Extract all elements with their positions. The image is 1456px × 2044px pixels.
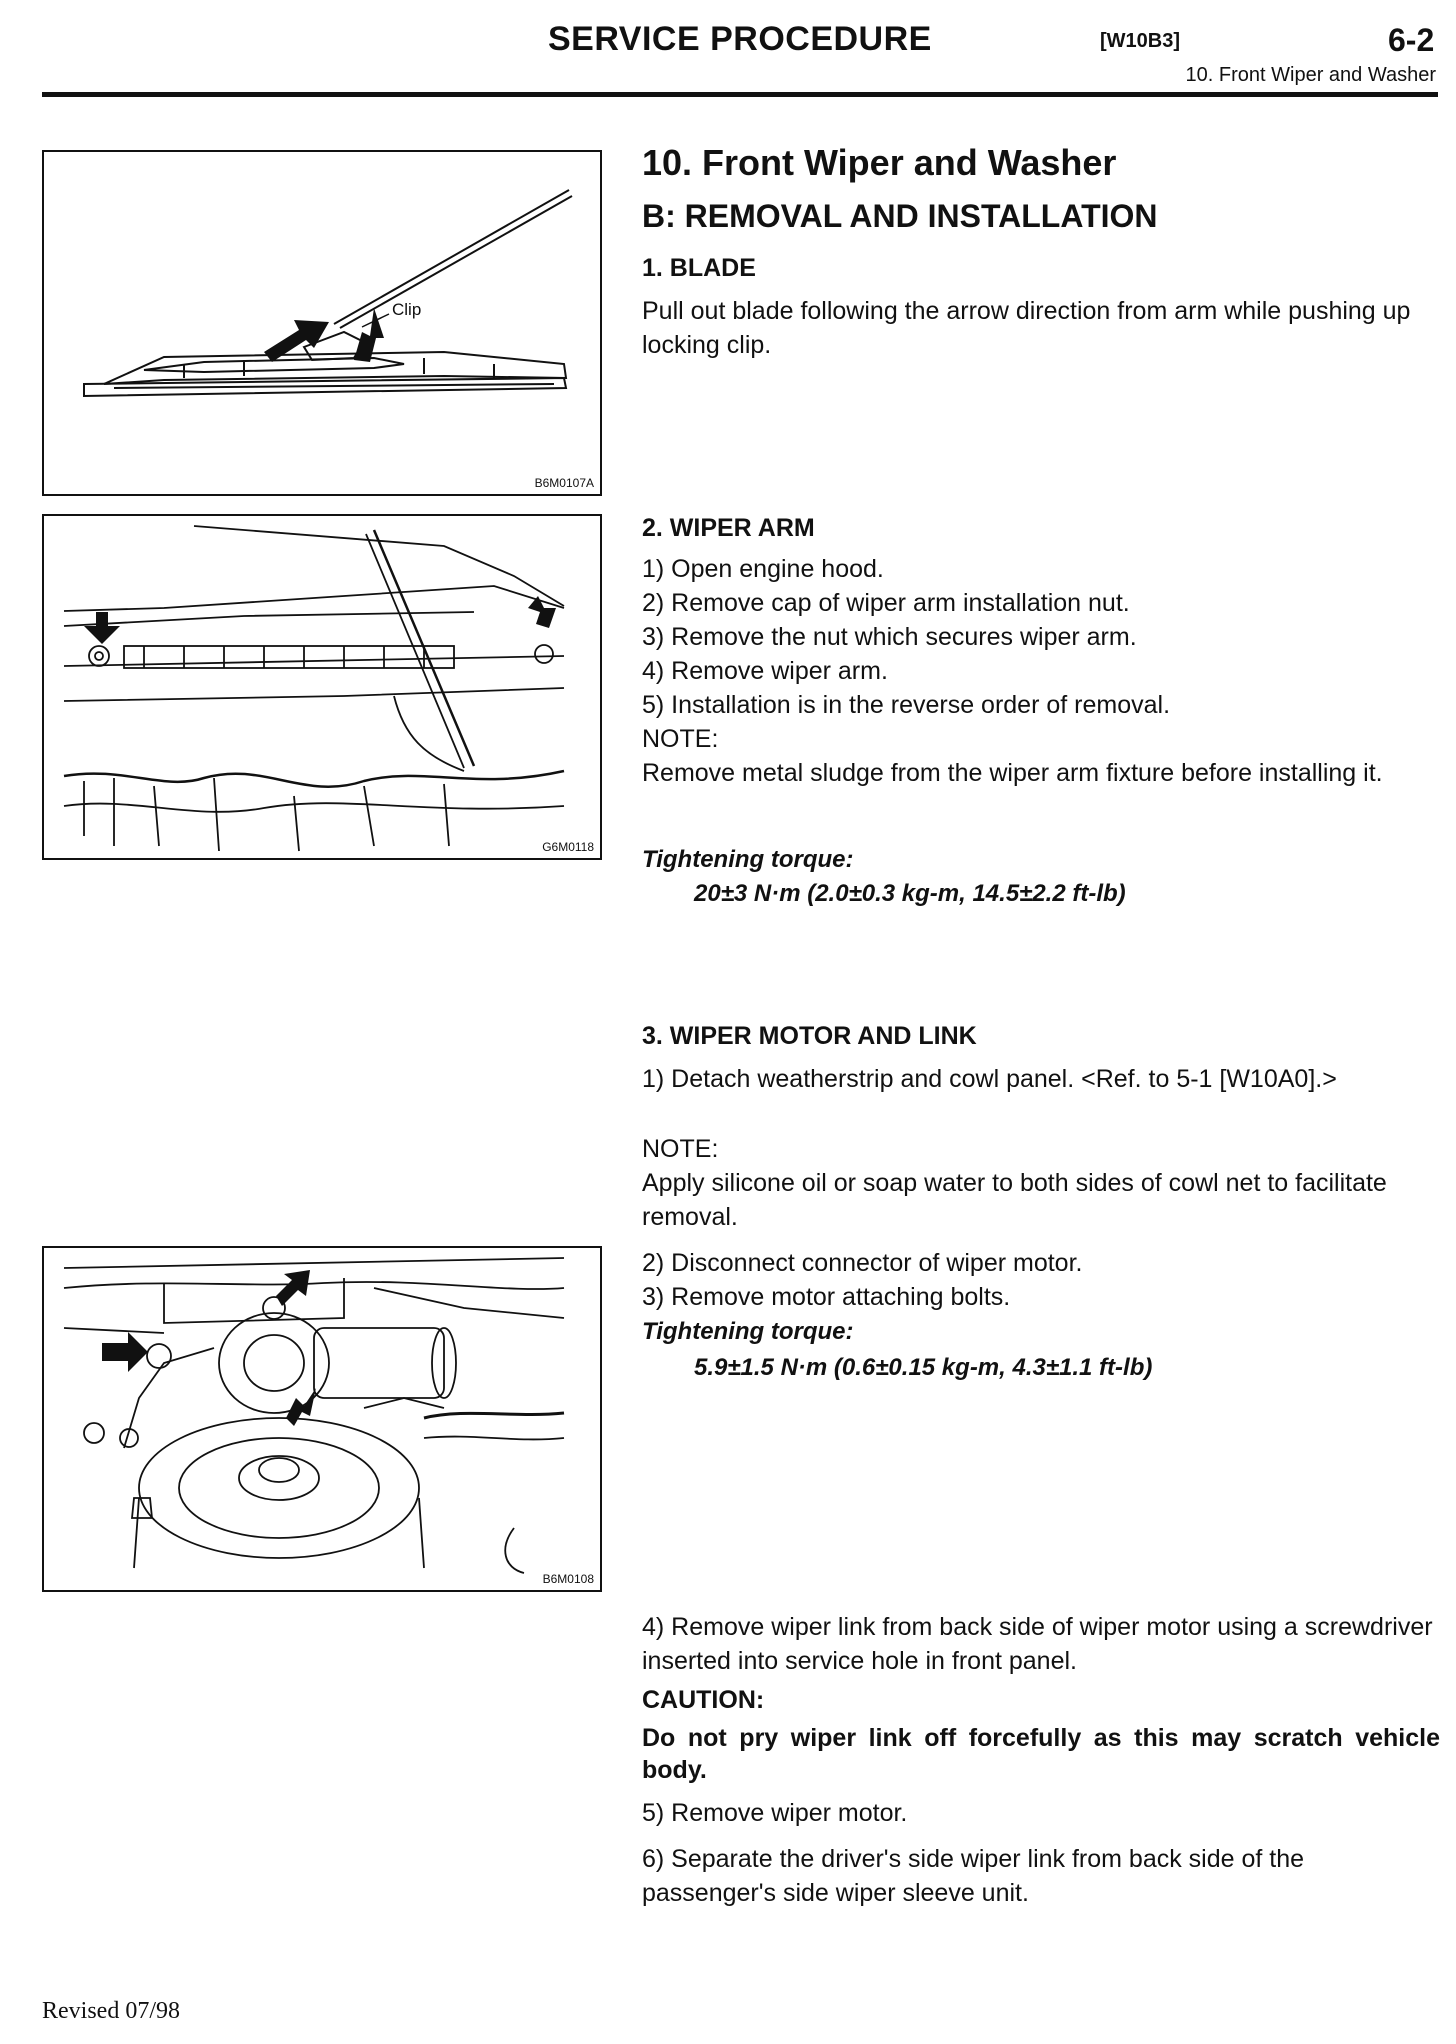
blade-text: Pull out blade following the arrow direction from arm while pushing up locking clip. xyxy=(642,297,1411,359)
wiper-arm-illustration xyxy=(44,516,600,858)
figure-wiper-arm xyxy=(42,514,602,860)
wiper-arm-step-5: 5) Installation is in the reverse order of removal. xyxy=(642,691,1171,719)
wiper-blade-illustration xyxy=(44,152,600,494)
wiper-arm-note: Remove metal sludge from the wiper arm fixture before installing it. xyxy=(642,759,1383,787)
motor-note: Apply silicone oil or soap water to both sides of cowl net to facilitate removal. xyxy=(642,1169,1387,1231)
header-rule xyxy=(42,92,1438,97)
page-header-title: SERVICE PROCEDURE xyxy=(548,20,932,58)
wiper-motor-illustration xyxy=(44,1248,600,1590)
wiper-arm-step-1: 1) Open engine hood. xyxy=(642,555,884,583)
figure-wiper-motor xyxy=(42,1246,602,1592)
clip-callout-label: Clip xyxy=(392,300,422,319)
wiper-arm-step-3: 3) Remove the nut which secures wiper arm. xyxy=(642,623,1137,651)
wiper-arm-torque-label: Tightening torque: xyxy=(642,846,854,873)
motor-step-3: 3) Remove motor attaching bolts. xyxy=(642,1283,1011,1311)
wiper-arm-step-4: 4) Remove wiper arm. xyxy=(642,657,888,685)
motor-step-1: 1) Detach weatherstrip and cowl panel. <Ref. to 5-1 [W10A0].> xyxy=(642,1065,1337,1093)
motor-step-5: 5) Remove wiper motor. xyxy=(642,1799,908,1827)
motor-note-label: NOTE: xyxy=(642,1135,719,1163)
wiper-arm-note-label: NOTE: xyxy=(642,725,719,753)
motor-torque-label: Tightening torque: xyxy=(642,1318,854,1345)
section-title: 10. Front Wiper and Washer xyxy=(642,142,1117,183)
header-page-number: 6-2 xyxy=(1388,22,1435,58)
wiper-arm-heading: 2. WIPER ARM xyxy=(642,514,815,542)
wiper-arm-torque-value: 20±3 N·m (2.0±0.3 kg-m, 14.5±2.2 ft-lb) xyxy=(694,880,1126,907)
figure-id: G6M0118 xyxy=(542,840,594,854)
figure-wiper-blade xyxy=(42,150,602,496)
motor-torque-value: 5.9±1.5 N·m (0.6±0.15 kg-m, 4.3±1.1 ft-lb) xyxy=(694,1354,1153,1381)
blade-heading: 1. BLADE xyxy=(642,254,756,282)
revision-footer: Revised 07/98 xyxy=(42,1998,180,2024)
caution-text: Do not pry wiper link off forcefully as this may scratch vehicle body. xyxy=(642,1724,1440,1784)
motor-step-4: 4) Remove wiper link from back side of wiper motor using a screwdriver inserted into service hole in front panel. xyxy=(642,1613,1433,1675)
figure-id: B6M0108 xyxy=(542,1572,594,1586)
motor-step-6: 6) Separate the driver's side wiper link from back side of the passenger's side wiper sleeve unit. xyxy=(642,1845,1305,1907)
header-section-code: [W10B3] xyxy=(1100,30,1181,52)
header-section-name: 10. Front Wiper and Washer xyxy=(1185,64,1436,86)
motor-step-2: 2) Disconnect connector of wiper motor. xyxy=(642,1249,1083,1277)
caution-label: CAUTION: xyxy=(642,1686,765,1714)
figure-id: B6M0107A xyxy=(534,476,594,490)
section-subtitle: B: REMOVAL AND INSTALLATION xyxy=(642,198,1158,234)
motor-heading: 3. WIPER MOTOR AND LINK xyxy=(642,1022,977,1050)
wiper-arm-step-2: 2) Remove cap of wiper arm installation nut. xyxy=(642,589,1130,617)
